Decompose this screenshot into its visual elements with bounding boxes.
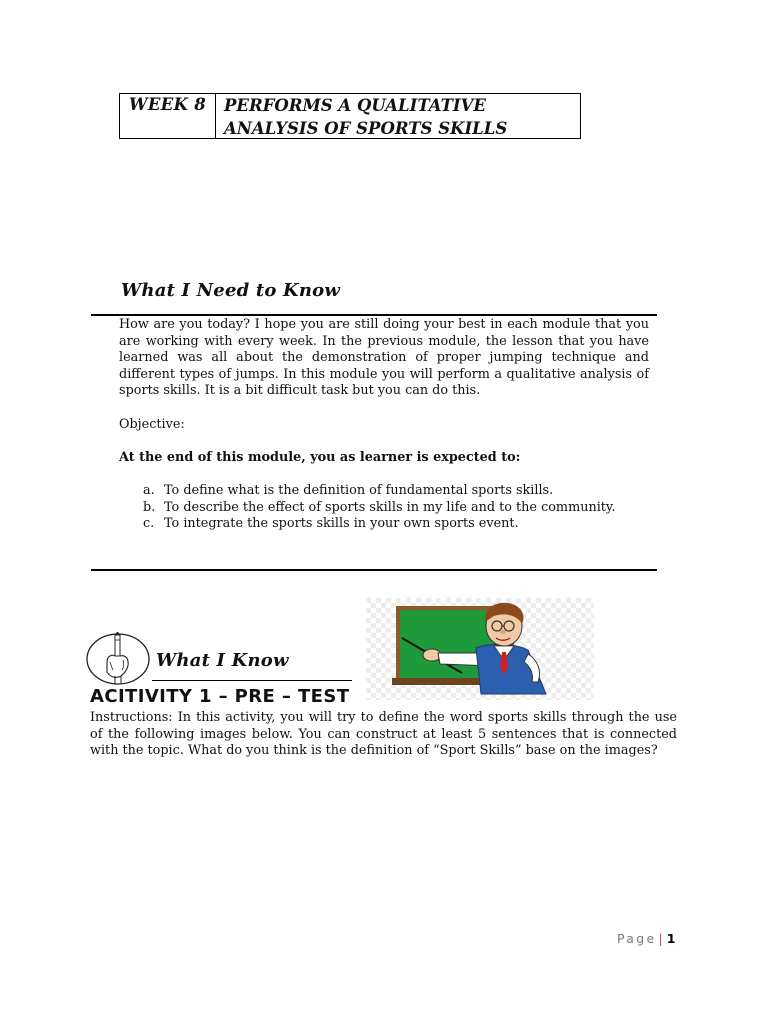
objective-text: To describe the effect of sports skills in my life and to the community. [164, 499, 616, 515]
objective-item [143, 483, 649, 500]
pencil-hand-icon [85, 632, 151, 686]
what-i-know-title: What I Know [156, 650, 289, 671]
activity-instructions: Instructions: In this activity, you will try to define the word sports skills through the use of the following images below. You can construct at least 5 sentences that is connected with the topic. What do you think is the definition of “Sport Skills” base on the images? [90, 710, 677, 759]
activity-title: ACITIVITY 1 – PRE – TEST [90, 686, 350, 707]
week-label: WEEK 8 [120, 94, 216, 138]
expectation-statement: At the end of this module, you as learner is expected to: [119, 450, 521, 465]
what-i-know-underline [152, 680, 352, 681]
objective-item [143, 516, 649, 533]
need-to-know-title: What I Need to Know [121, 280, 341, 301]
objective-marker: b. [143, 499, 156, 515]
objective-marker: c. [143, 516, 155, 532]
objective-item [143, 500, 649, 517]
page-footer [617, 931, 675, 946]
objective-text: To define what is the definition of fundamental sports skills. [164, 483, 554, 498]
lesson-topic [216, 94, 580, 138]
objective-marker: a. [143, 483, 155, 498]
lesson-topic-line-2: ANALYSIS OF SPORTS SKILLS [224, 119, 508, 138]
lesson-header-table [119, 93, 581, 139]
objectives-list [143, 483, 649, 533]
section-divider-top [91, 314, 657, 316]
page-separator: | [658, 931, 663, 946]
page-number: 1 [666, 931, 676, 946]
page-label: Page [617, 931, 657, 946]
lesson-topic-line-1: PERFORMS A QUALITATIVE [224, 96, 486, 115]
need-to-know-intro: How are you today? I hope you are still doing your best in each module that you are working with every week. In the previous module, the lesson that you have learned was all about the demonstration of proper jumping technique and different types of jumps. In this module you will perform a qualitative analysis of sports skills. It is a bit difficult task but you can do this. [119, 317, 649, 399]
teacher-pointing-illustration [366, 598, 594, 700]
section-divider-bottom [91, 569, 657, 571]
objective-text: To integrate the sports skills in your own sports event. [164, 516, 519, 532]
objective-label: Objective: [119, 417, 185, 432]
